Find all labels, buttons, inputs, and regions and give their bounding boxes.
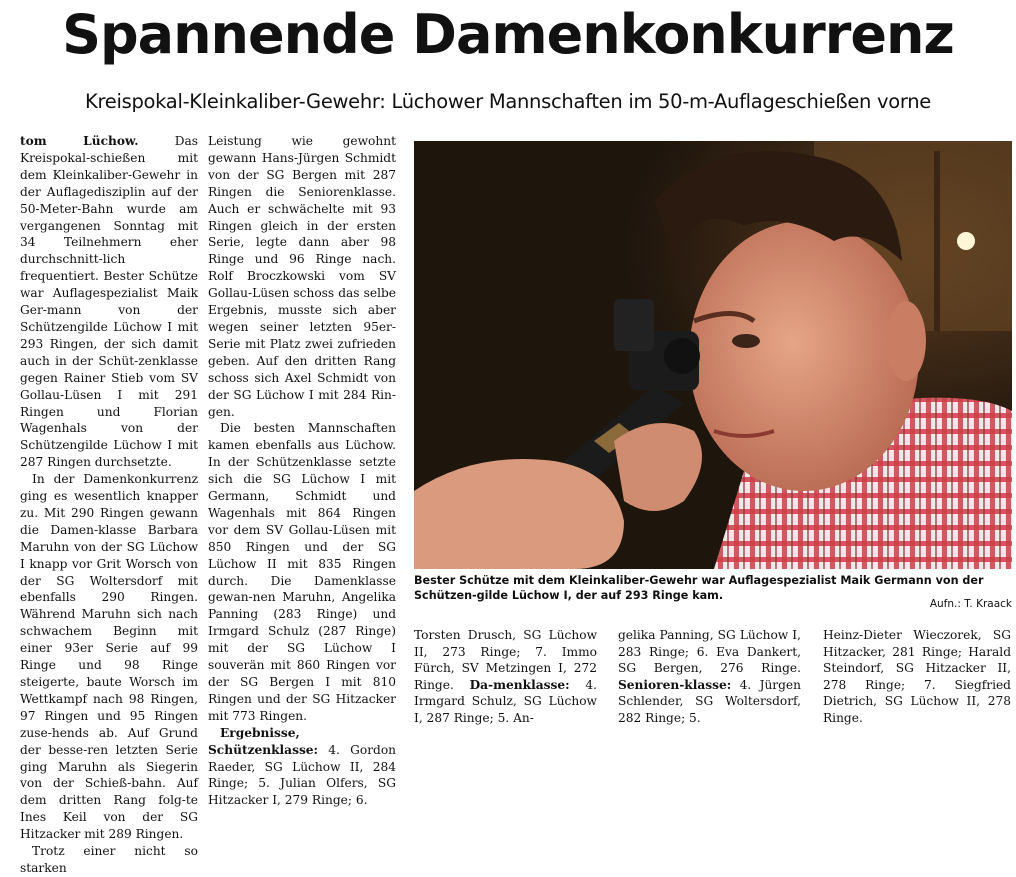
paragraph-5: Die besten Mannschaften kamen ebenfalls aus Lüchow. In der Schützenklasse setzte sich die SG Lüchow I mit Germann, Schmidt und Wagenhals mit 864 Ringen vor dem SV Gollau-Lüsen mit 850 Ringen und der SG Lüchow II mit 835 Ringen durch. Die Damenklasse gewan-nen Maruhn, Angelika Panning (283 Ringe) und Irmgard Schulz (287 Ringe) mit der SG Lüchow I souverän mit 860 Ringen vor der SG Bergen I mit 810 Ringen und der SG Hitzacker mit 773 Ringen. [208,421,396,723]
paragraph-3: Trotz einer nicht so starken [20,844,198,875]
article-column-2 [208,133,396,809]
paragraph-1-text: Das Kreispokal-schießen mit dem Kleinkaliber-Gewehr in der Auflagedisziplin auf der 50-Meter-Bahn wurde am vergangenen Sonntag mit 34 Teilnehmern eher durchschnitt-lich frequentiert. Bester Schütze war Auflagespezialist Maik Ger-mann von der Schützengilde Lüchow I mit 293 Ringen, der sich damit auch in der Schüt-zenklasse gegen Rainer Stieb vom SV Gollau-Lüsen I mit 291 Ringen und Florian Wagenhals von der Schützengilde Lüchow I mit 287 Ringen durchsetzte. [20,134,199,470]
dateline: tom Lüchow. [20,134,139,148]
damenklasse-label: Da-menklasse: [469,677,570,692]
results-line-a: Torsten Drusch, SG Lüchow II, 273 Ringe; 7. Immo Fürch, SV Metzingen I, 272 Ringe. [414,628,597,692]
results-column-2-text [618,627,801,726]
headline: Spannende Damenkonkurrenz [62,3,954,66]
subheadline: Kreispokal-Kleinkaliber-Gewehr: Lüchower Mannschaften im 50-m-Auflageschießen vorne [85,90,931,113]
shooter-photo [414,141,1012,569]
photo-caption: Bester Schütze mit dem Kleinkaliber-Gewehr war Auflagespezialist Maik Germann von der Schützen-gilde Lüchow I, der auf 293 Ringe kam. [414,574,984,602]
paragraph-4: Leistung wie gewohnt gewann Hans-Jürgen Schmidt von der SG Bergen mit 287 Ringen die Seniorenklasse. Auch er schwächelte mit 93 Ringen gleich in der ersten Serie, legte dann aber 98 Ringe und 96 Ringe nach. Rolf Broczkowski vom SV Gollau-Lüsen schoss das selbe Ergebnis, musste sich aber wegen seiner letzten 95er-Serie mit Platz zwei zufrieden geben. Auf den dritten Rang schoss sich Axel Schmidt von der SG Lüchow I mit 284 Rin-gen. [208,134,396,419]
paragraph-1 [20,133,198,471]
photo-credit: Aufn.: T. Kraack [929,598,1012,610]
paragraph-2: In der Damenkonkurrenz ging es wesentlich knapper zu. Mit 290 Ringen gewann die Damen-klasse Barbara Maruhn von der SG Lüchow I knapp vor Grit Worsch von der SG Woltersdorf mit ebenfalls 290 Ringen. Während Maruhn sich nach schwachem Beginn mit einer 93er Serie auf 99 Ringe und 98 Ringe steigerte, baute Worsch im Wettkampf nach 98 Ringen, 97 Ringen und 95 Ringen zuse-hends ab. Auf Grund der besse-ren letzten Serie ging Maruhn als Siegerin von der Schieß-bahn. Auf dem dritten Rang folg-te Ines Keil von der SG Hitzacker mit 289 Ringen. [20,472,198,842]
results-paragraph [208,725,396,810]
results-text: 4. Gordon Raeder, SG Lüchow II, 284 Ringe; 5. Julian Olfers, SG Hitzacker I, 279 Ringe; 6. [208,742,397,808]
results-line-b: 4. Irmgard Schulz, SG Lüchow I, 287 Ringe; 5. An- [414,677,597,725]
results-line-c: gelika Panning, SG Lüchow I, 283 Ringe; 6. Eva Dankert, SG Bergen, 276 Ringe. [618,628,801,675]
results-column-1-text [414,627,597,726]
shooter-illustration [414,141,1012,569]
results-label: Ergebnisse, Schützenklasse: [208,725,319,757]
article-column-1 [20,133,198,877]
results-column-3 [823,627,1011,726]
results-line-d: 4. Jürgen Schlender, SG Woltersdorf, 282 Ringe; 5. [618,677,801,725]
seniorenklasse-label: Senioren-klasse: [618,677,732,692]
results-column-1 [414,627,597,726]
results-column-2 [618,627,801,726]
results-column-3-text: Heinz-Dieter Wieczorek, SG Hitzacker, 281 Ringe; Harald Steindorf, SG Hitzacker II, 278 Ringe; 7. Siegfried Dietrich, SG Lüchow II, 278 Ringe. [823,628,1011,725]
